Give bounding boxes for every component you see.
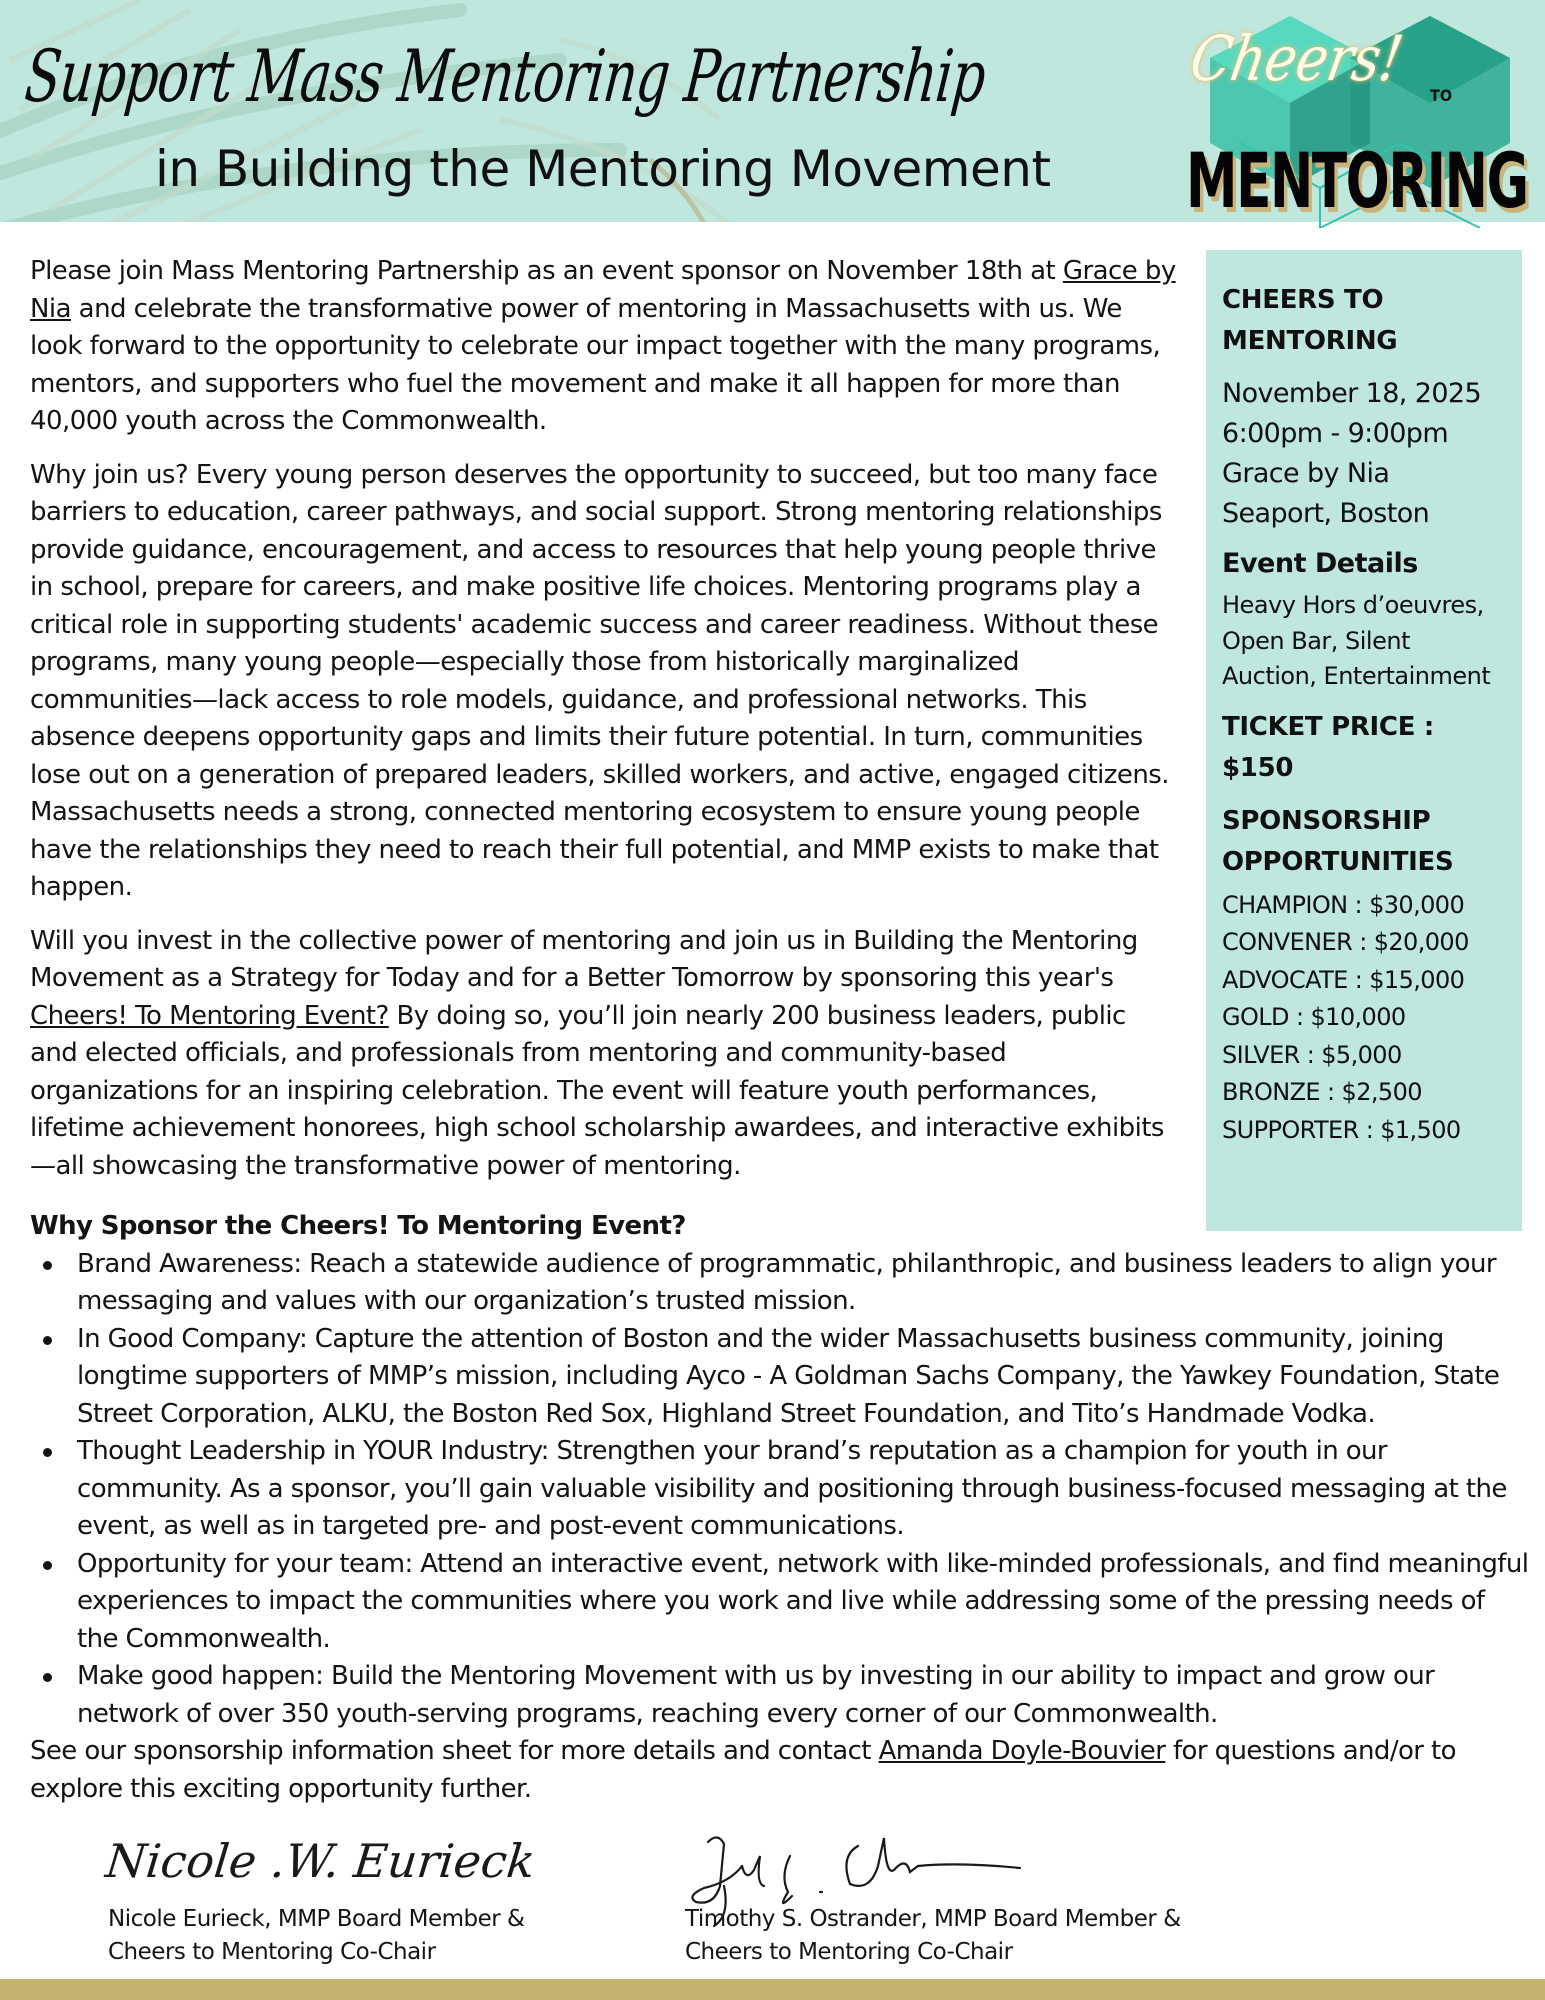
signature-block-timothy [685,1903,1181,1969]
signer-role: Cheers to Mentoring Co-Chair [685,1939,1013,1965]
benefit-text: Thought Leadership in YOUR Industry: Strengthen your brand’s reputation as a champion for youth in our community. As a sponsor, you’ll gain valuable visibility and positioning through business-focused messaging at the event, as well as in targeted pre- and post-event communications. [77,1436,1507,1541]
event-time: 6:00pm - 9:00pm [1222,418,1449,449]
event-details-heading: Event Details [1222,548,1418,579]
signature-nicole: Nicole .W. Eurieck [103,1834,538,1888]
event-date: November 18, 2025 [1222,378,1482,409]
bullet-icon [43,1261,52,1270]
sponsorship-tier-list [1222,887,1508,1150]
contact-amanda-link[interactable]: Amanda Doyle-Bouvier [878,1736,1166,1766]
why-sponsor-heading: Why Sponsor the Cheers! To Mentoring Event? [30,1211,686,1241]
bullet-icon [43,1561,52,1570]
page-subtitle: in Building the Mentoring Movement [155,140,1051,198]
signature-block-nicole [108,1903,525,1969]
closing-text-start: See our sponsorship information sheet for more details and contact [30,1736,879,1766]
footer-gold-bar [0,1979,1545,2000]
invest-text-start: Will you invest in the collective power of mentoring and join us in Building the Mentoring Movement as a Strategy for Today and for a Better Tomorrow by sponsoring this year's [30,925,1138,993]
tier-advocate: ADVOCATE : $15,000 [1222,965,1465,994]
tier-champion: CHAMPION : $30,000 [1222,890,1465,919]
list-item [30,1658,1530,1733]
why-sponsor-section [30,1208,1530,1808]
logo-mentoring-text: MENTORING [1186,136,1528,225]
invest-paragraph [30,923,1180,1186]
tier-gold: GOLD : $10,000 [1222,1003,1406,1031]
intro-paragraph [30,253,1180,441]
cheers-event-link[interactable]: Cheers! To Mentoring Event? [30,1000,389,1031]
benefits-list [30,1246,1530,1734]
tier-convener: CONVENER : $20,000 [1222,928,1469,956]
event-venue: Grace by Nia [1222,458,1390,489]
invest-text-end: By doing so, you’ll join nearly 200 business leaders, public and elected officials, and professionals from mentoring and community-based organizations for an inspiring celebration. The event will feature youth performances, lifetime achievement honorees, high school scholarship awardees, and interactive exhibits—all showcasing the transformative power of mentoring. [30,1000,1164,1181]
benefit-text: Make good happen: Build the Mentoring Movement with us by investing in our ability to impact and grow our network of over 350 youth-serving programs, reaching every corner of our Commonwealth. [77,1661,1435,1729]
benefit-text: Opportunity for your team: Attend an interactive event, network with like-minded professionals, and find meaningful experiences to impact the communities where you work and live while addressing some of the pressing needs of the Commonwealth. [77,1548,1529,1654]
signer-name-title: Nicole Eurieck, MMP Board Member & [108,1906,525,1932]
list-item [30,1546,1530,1659]
logo-to-text: TO [1430,86,1453,105]
bullet-icon [43,1448,52,1457]
event-details-text: Heavy Hors d’oeuvres, Open Bar, Silent Auction, Entertainment [1222,591,1491,690]
signer-role: Cheers to Mentoring Co-Chair [108,1939,436,1965]
intro-text-start: Please join Mass Mentoring Partnership as an event sponsor on November 18th at [30,256,1063,286]
intro-text-end: and celebrate the transformative power of mentoring in Massachusetts with us. We look forward to the opportunity to celebrate our impact together with the many programs, mentors, and supporters who fuel the movement and make it all happen for more than 40,000 youth across the Commonwealth. [30,293,1161,436]
sponsorship-heading: SPONSORSHIP OPPORTUNITIES [1222,805,1454,877]
bullet-icon [43,1673,52,1682]
event-title: CHEERS TO MENTORING [1222,285,1398,356]
bullet-icon [43,1336,52,1345]
list-item [30,1433,1530,1546]
signer-name-title: Timothy S. Ostrander, MMP Board Member & [685,1906,1181,1932]
intro-column [30,253,1180,1201]
tier-silver: SILVER : $5,000 [1222,1040,1402,1069]
benefit-text: Brand Awareness: Reach a statewide audience of programmatic, philanthropic, and business leaders to align your messaging and values with our organization’s trusted mission. [77,1248,1496,1316]
closing-text-end: for questions and/or to explore this exciting opportunity further. [30,1736,1456,1804]
list-item [30,1246,1530,1321]
tier-supporter: SUPPORTER : $1,500 [1222,1115,1461,1144]
event-info-sidebar [1206,250,1522,1231]
script-title: Support Mass Mentoring Partnership [21,34,990,118]
closing-paragraph [30,1733,1530,1808]
tier-bronze: BRONZE : $2,500 [1222,1078,1422,1106]
event-location: Seaport, Boston [1222,498,1430,529]
why-join-paragraph: Why join us? Every young person deserves the opportunity to succeed, but too many face barriers to education, career pathways, and social support. Strong mentoring relationships provide guidance, encouragement, and access to resources that help young people thrive in school, prepare for careers, and make positive life choices. Mentoring programs play a critical role in supporting students' academic success and career readiness. Without these programs, many young people—especially those from historically marginalized communities—lack access to role models, guidance, and professional networks. This absence deepens opportunity gaps and limits their future potential. In turn, communities lose out on a generation of prepared leaders, skilled workers, and active, engaged citizens. Massachusetts needs a strong, connected mentoring ecosystem to ensure young people have the relationships they need to reach their full potential, and MMP exists to make that happen. [30,459,1169,902]
benefit-text: In Good Company: Capture the attention of Boston and the wider Massachusetts business community, joining longtime supporters of MMP’s mission, including Ayco - A Goldman Sachs Company, the Yawkey Foundation, State Street Corporation, ALKU, the Boston Red Sox, Highland Street Foundation, and Tito’s Handmade Vodka. [77,1323,1500,1429]
grace-by-nia-link[interactable]: Grace by Nia [30,256,1176,324]
cheers-to-mentoring-logo [1180,8,1528,228]
ticket-price: TICKET PRICE : $150 [1222,711,1435,783]
list-item [30,1321,1530,1434]
logo-cheers-text: Cheers! [1185,22,1409,95]
